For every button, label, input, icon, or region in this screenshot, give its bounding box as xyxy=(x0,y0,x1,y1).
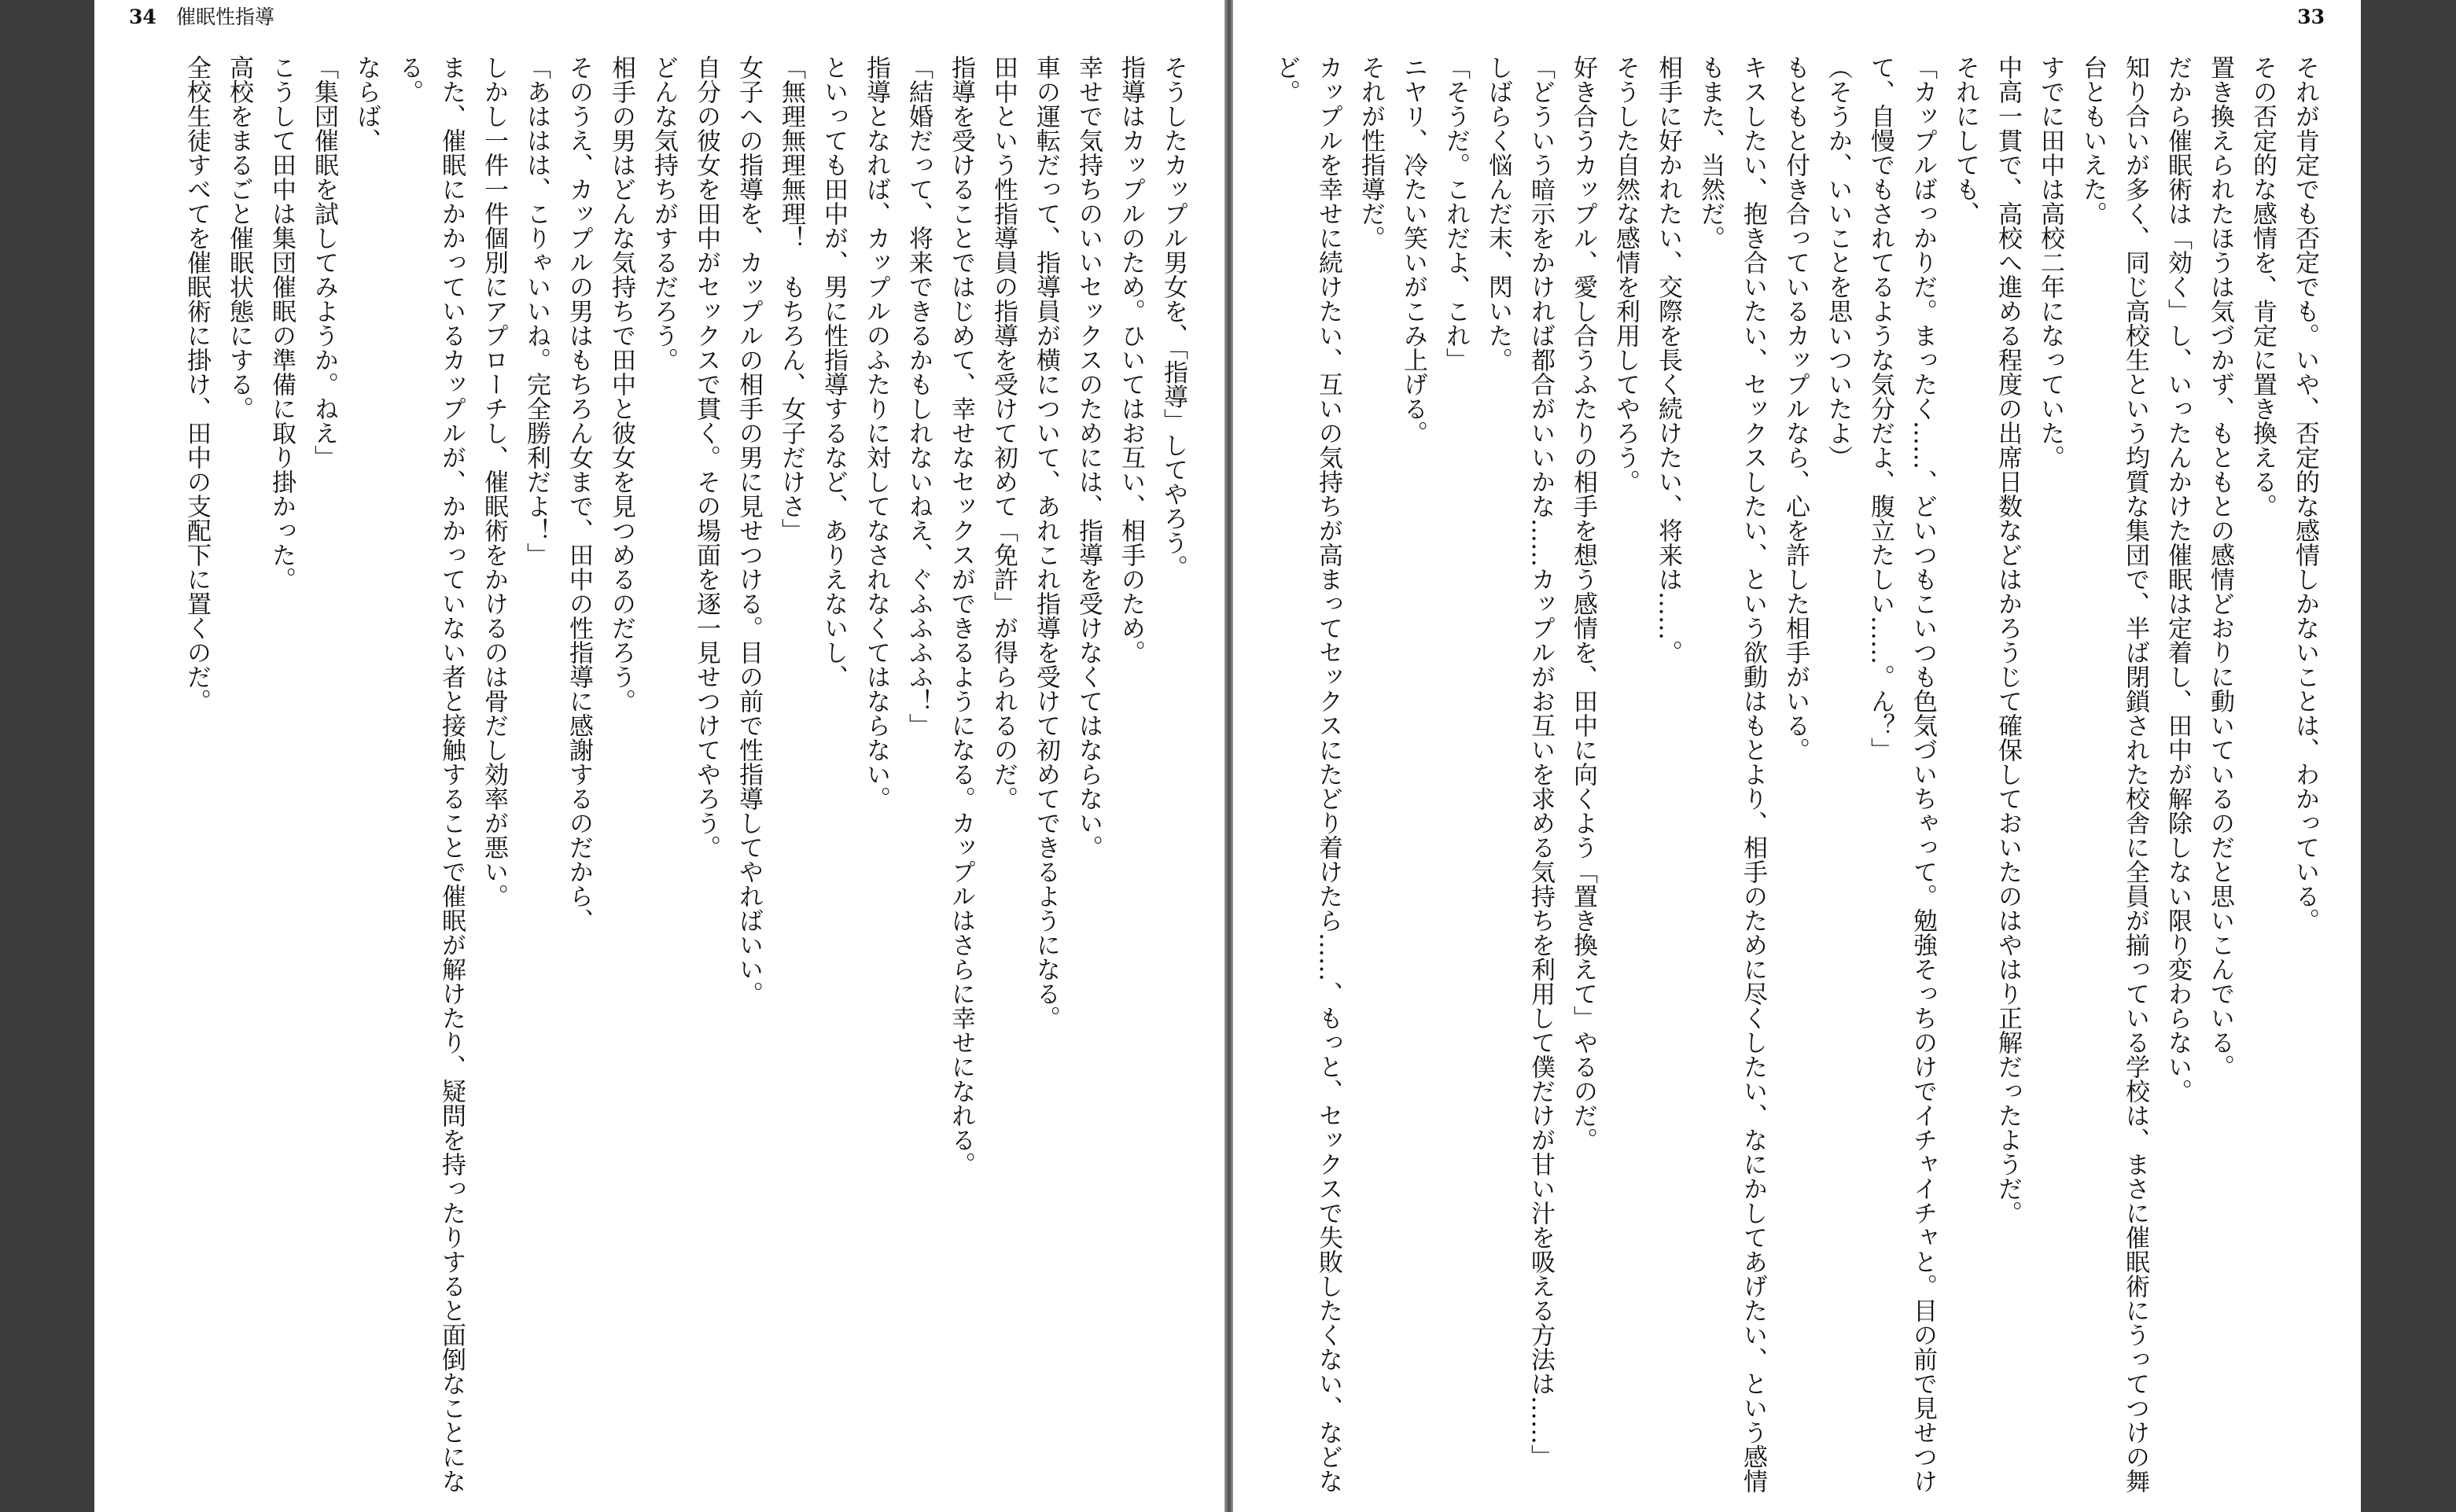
text-line: 全校生徒すべてを催眠術に掛け、田中の支配下に置くのだ。 xyxy=(182,55,211,713)
text-line: 相手の男はどんな気持ちで田中と彼女を見つめるのだろう。 xyxy=(607,55,635,713)
text-line: 置き換えられたほうは気づかず、もともとの感情どおりに動いているのだと思いこんでいる。 xyxy=(2206,55,2234,1079)
text-line: ど。 xyxy=(1272,55,1300,104)
text-line: すでに田中は高校二年になっていた。 xyxy=(2036,55,2064,469)
text-line: その否定的な感情を、肯定に置き換える。 xyxy=(2248,55,2277,518)
text-line: 女子への指導を、カップルの相手の男に見せつける。目の前で性指導してやればいい。 xyxy=(735,55,763,1006)
text-line: しばらく悩んだ末、閃いた。 xyxy=(1484,55,1512,372)
text-line: 台ともいえた。 xyxy=(2079,55,2107,226)
text-line: 指導を受けることではじめて、幸せなセックスができるようになる。カップルはさらに幸せになれる。 xyxy=(947,55,975,1176)
page-gutter xyxy=(1224,0,1233,1512)
text-line: 田中という性指導員の指導を受けて初めて「免許」が得られるのだ。 xyxy=(989,55,1018,811)
page-number: 34 xyxy=(129,6,156,28)
text-line: こうして田中は集団催眠の準備に取り掛かった。 xyxy=(267,55,296,591)
text-line: また、催眠にかかっているカップルが、かかっていない者と接触することで催眠が解けたり、疑問を持ったりすると面倒なことにな xyxy=(437,55,466,1493)
text-line: キスしたい、抱き合いたい、セックスしたい、という欲動はもとより、相手のために尽くしたい、なにかしてあげたい、という感情 xyxy=(1739,55,1767,1493)
text-line: 「結婚だって、将来できるかもしれないねえ、ぐふふふふ！」 xyxy=(904,55,933,738)
text-line: それが性指導だ。 xyxy=(1357,55,1385,250)
text-line: 自分の彼女を田中がセックスで貫く。その場面を逐一見せつけてやろう。 xyxy=(692,55,720,859)
text-line: 「あははは、こりゃいいね。完全勝利だよ！」 xyxy=(522,55,550,567)
text-line: それにしても、 xyxy=(1951,55,1979,226)
text-line: そうしたカップル男女を、「指導」してやろう。 xyxy=(1159,55,1187,579)
text-line: といっても田中が、男に性指導するなど、ありえないし、 xyxy=(819,55,848,689)
text-line: それが肯定でも否定でも。いや、否定的な感情しかないことは、わかっている。 xyxy=(2291,55,2319,933)
text-line: 指導となれば、カップルのふたりに対してなされなくてはならない。 xyxy=(862,55,890,811)
text-line: カップルを幸せに続けたい、互いの気持ちが高まってセックスにたどり着けたら……、もっと、セックスで失敗したくない、などな xyxy=(1314,55,1342,1493)
left-page xyxy=(94,0,1224,1512)
text-line: 高校をまるごと催眠状態にする。 xyxy=(225,55,253,421)
text-line: どんな気持ちがするだろう。 xyxy=(650,55,678,372)
text-line: る。 xyxy=(395,55,423,104)
text-line: 「そうだ。これだよ、これ」 xyxy=(1442,55,1470,372)
text-line: 相手に好かれたい、交際を長く続けたい、将来は……。 xyxy=(1654,55,1682,664)
text-line: そのうえ、カップルの男はもちろん女まで、田中の性指導に感謝するのだから、 xyxy=(565,55,593,933)
text-line: 中高一貫で、高校へ進める程度の出席日数などはかろうじて確保しておいたのはやはり正解だったようだ。 xyxy=(1994,55,2022,1225)
body-text xyxy=(149,55,1195,1494)
running-head: 催眠性指導 xyxy=(176,6,275,28)
text-line: もまた、当然だ。 xyxy=(1696,55,1725,250)
text-line: 「カップルばっかりだ。まったく……、どいつもこいつも色気づいちゃって。勉強そっちのけでイチャイチャと。目の前で見せつけ xyxy=(1909,55,1937,1493)
text-line: ニヤリ、冷たい笑いがこみ上げる。 xyxy=(1399,55,1427,445)
text-line: （そうか、いいことを思いついたよ） xyxy=(1824,55,1852,469)
text-line: ならば、 xyxy=(352,55,381,153)
text-line: 幸せで気持ちのいいセックスのためには、指導を受けなくてはならない。 xyxy=(1074,55,1103,859)
text-line: 「集団催眠を試してみようか。ねえ」 xyxy=(310,55,338,469)
right-page xyxy=(1233,0,2361,1512)
text-line: しかし一件一件個別にアプローチし、催眠術をかけるのは骨だし効率が悪い。 xyxy=(480,55,508,908)
body-text xyxy=(1272,55,2326,1494)
text-line: だから催眠術は「効く」し、いったんかけた催眠は定着し、田中が解除しない限り変わらない。 xyxy=(2163,55,2192,1103)
text-line: もともと付き合っているカップルなら、心を許した相手がいる。 xyxy=(1781,55,1810,762)
text-line: て、自慢でもされてるような気分だよ、腹立たしい……。ん？」 xyxy=(1866,55,1894,762)
text-line: 「どういう暗示をかければ都合がいいかな……カップルがお互いを求める気持ちを利用して僕だけが甘い汁を吸える方法は……」 xyxy=(1526,55,1555,1469)
text-line: 車の運転だって、指導員が横について、あれこれ指導を受けて初めてできるようになる。 xyxy=(1032,55,1060,1030)
page-number: 33 xyxy=(2297,6,2325,28)
text-line: 好き合うカップル、愛し合うふたりの相手を想う感情を、田中に向くよう「置き換えて」やるのだ。 xyxy=(1569,55,1597,1152)
text-line: 知り合いが多く、同じ高校生という均質な集団で、半ば閉鎖された校舎に全員が揃っている学校は、まさに催眠術にうってつけの舞 xyxy=(2121,55,2149,1493)
text-line: 指導はカップルのため。ひいてはお互い、相手のため。 xyxy=(1117,55,1145,664)
text-line: 「無理無理無理！ もちろん、女子だけさ」 xyxy=(777,55,805,543)
text-line: そうした自然な感情を利用してやろう。 xyxy=(1611,55,1640,494)
